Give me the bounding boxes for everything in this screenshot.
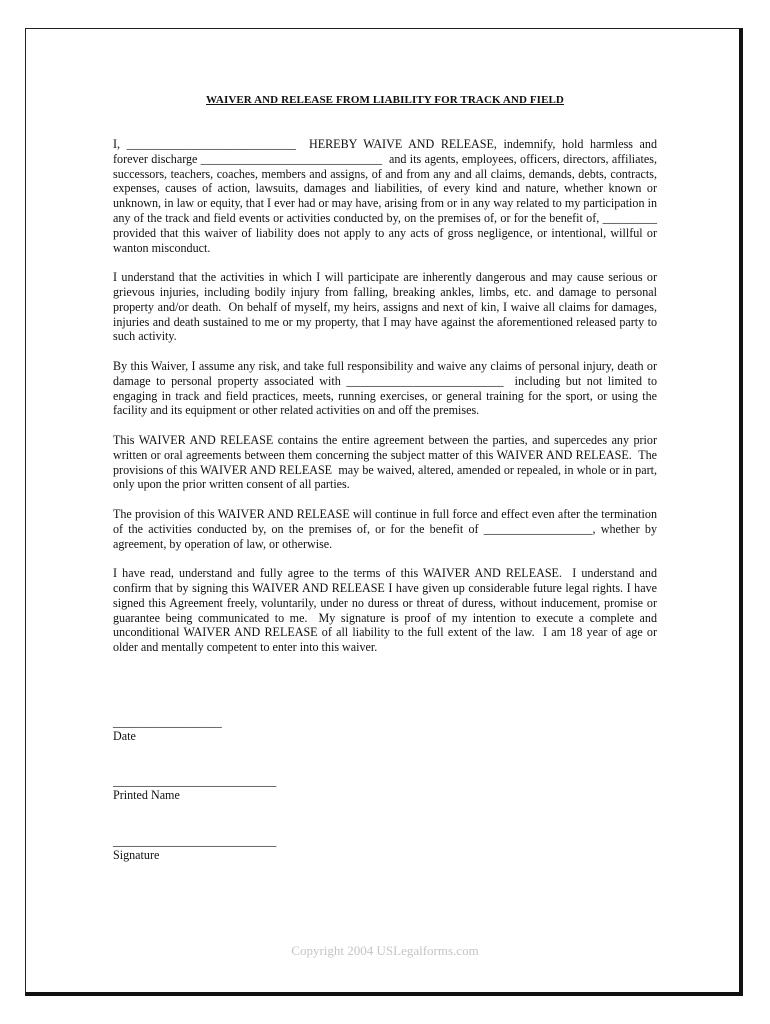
date-blank-line[interactable]: __________________ — [113, 715, 222, 729]
waiver-paragraph-4: This WAIVER AND RELEASE contains the entire agreement between the parties, and supercedes any prior written or oral agreements between them concerning the subject matter of this WAIVER AND RELEASE. The provisions of this WAIVER AND RELEASE may be waived, altered, amended or repealed, in whole or in part, only upon the prior written consent of all parties. — [113, 432, 661, 492]
signature-field — [113, 834, 276, 862]
printed-name-field — [113, 774, 276, 802]
date-label: Date — [113, 729, 136, 743]
waiver-paragraph-1: I, ____________________________ HEREBY WAIVE AND RELEASE, indemnify, hold harmless and forever discharge ______________________________ and its agents, employees, officers, directors, affiliates, successors, teachers, coaches, members and assigns, of and from any and all claims, demands, debts, contracts, expenses, causes of action, lawsuits, damages and liabilities, of every kind and nature, whether known or unknown, in law or equity, that I ever had or may have, arising from or in any way related to my participation in any of the track and field events or activities conducted by, on the premises of, or for the benefit of, _________ provided that this waiver of liability does not apply to any acts of gross negligence, or intentional, willful or wanton misconduct. — [113, 137, 661, 255]
printed-name-blank-line[interactable]: ___________________________ — [113, 774, 277, 788]
document-body — [113, 93, 661, 670]
waiver-paragraph-2: I understand that the activities in which I will participate are inherently dangerous and may cause serious or grievous injuries, including bodily injury from falling, breaking ankles, limbs, etc. and damage to personal property and/or death. On behalf of myself, my heirs, assigns and next of kin, I waive all claims for damages, injuries and death sustained to me or my property, that I may have against the aforementioned released party to such activity. — [113, 270, 661, 344]
copyright-footer: Copyright 2004 USLegalforms.com — [291, 943, 479, 958]
printed-name-label: Printed Name — [113, 788, 180, 802]
waiver-paragraph-6: I have read, understand and fully agree to the terms of this WAIVER AND RELEASE. I understand and confirm that by signing this WAIVER AND RELEASE I have given up considerable future legal rights. I have signed this Agreement freely, voluntarily, under no duress or threat of duress, without inducement, promise or guarantee being communicated to me. My signature is proof of my intention to execute a complete and unconditional WAIVER AND RELEASE of all liability to the full extent of the law. I am 18 year of age or older and mentally competent to enter into this waiver. — [113, 566, 661, 655]
document-title: WAIVER AND RELEASE FROM LIABILITY FOR TRACK AND FIELD — [206, 94, 564, 106]
date-field — [113, 715, 222, 743]
signature-label: Signature — [113, 848, 160, 862]
signature-blank-line[interactable]: ___________________________ — [113, 834, 277, 848]
waiver-paragraph-3: By this Waiver, I assume any risk, and take full responsibility and waive any claims of personal injury, death or damage to personal property associated with __________________________ including but not limited to engaging in track and field practices, meets, running exercises, or general training for the sport, or using the facility and its equipment or other related activities on and off the premises. — [113, 358, 661, 418]
waiver-paragraph-5: The provision of this WAIVER AND RELEASE will continue in full force and effect even after the termination of the activities conducted by, on the premises of, or for the benefit of __________________, whether by agreement, by operation of law, or otherwise. — [113, 506, 661, 551]
